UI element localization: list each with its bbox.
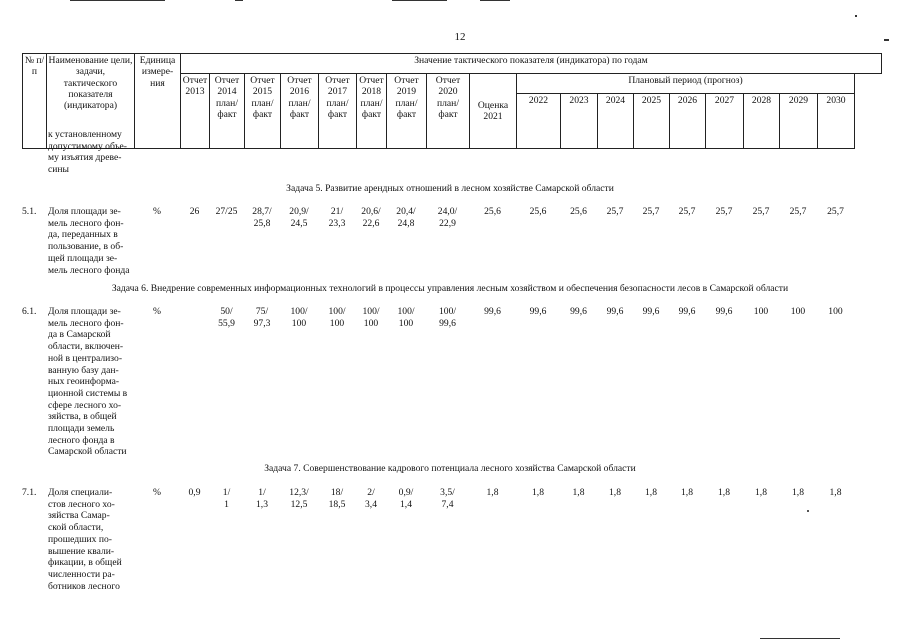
plan-value: 18/ bbox=[330, 487, 344, 498]
plan-year-value: 99,6 bbox=[642, 306, 660, 317]
fact-value: 100 bbox=[363, 317, 379, 329]
report-value-cell bbox=[209, 487, 244, 510]
header-plan-group: Плановый период (прогноз) bbox=[517, 74, 855, 94]
indicator-name bbox=[48, 487, 133, 592]
scan-mark-top-2 bbox=[235, 0, 243, 1]
indicator-name-line: численности ра- bbox=[48, 568, 115, 580]
fact-value: 3,4 bbox=[365, 498, 377, 510]
table-row bbox=[22, 306, 878, 456]
plan-value: 3,5/ bbox=[440, 487, 455, 498]
report-value-cell bbox=[180, 487, 209, 499]
plan-value: 21/ bbox=[330, 206, 344, 217]
report-value-cell bbox=[386, 487, 426, 510]
report-value-cell bbox=[209, 206, 244, 218]
header-plan-year: 2023 bbox=[561, 94, 598, 149]
report-value-cell bbox=[280, 306, 318, 329]
header-report-2020: Отчет 2020 план/ факт bbox=[427, 74, 470, 149]
fact-value: 7,4 bbox=[441, 498, 454, 510]
report-value-cell bbox=[356, 206, 386, 229]
plan-year-value: 1,8 bbox=[755, 487, 767, 498]
fact-value: 100 bbox=[291, 317, 307, 329]
header-plan-year: 2029 bbox=[780, 94, 818, 149]
indicator-name bbox=[48, 206, 133, 276]
report-value-cell bbox=[426, 306, 469, 329]
report-value-cell bbox=[280, 487, 318, 510]
fact-value: 55,9 bbox=[218, 317, 235, 329]
scan-mark-top-4 bbox=[480, 0, 510, 1]
plan-year-value: 1,8 bbox=[645, 487, 657, 498]
indicator-name-line: Доля площади зе- bbox=[48, 306, 121, 317]
indicator-name-line: фикации, в общей bbox=[48, 557, 122, 569]
estimate-cell: 25,6 bbox=[484, 206, 501, 217]
fact-value: 100 bbox=[329, 317, 345, 329]
header-report-2018: Отчет 2018 план/ факт bbox=[357, 74, 387, 149]
fact-value: 99,6 bbox=[439, 317, 456, 329]
plan-value: 24,0/ bbox=[437, 206, 458, 217]
plan-value: 28,7/ bbox=[252, 206, 272, 217]
indicator-name-line: стов лесного хо- bbox=[48, 498, 115, 510]
plan-year-value: 1,8 bbox=[681, 487, 693, 498]
fact-value: 100 bbox=[398, 317, 414, 329]
unit-cell: % bbox=[153, 306, 161, 317]
scan-mark-bottom bbox=[760, 638, 840, 639]
indicator-name-line: области, включен- bbox=[48, 341, 124, 353]
header-plan-year: 2026 bbox=[670, 94, 706, 149]
report-value-cell bbox=[426, 487, 469, 510]
scan-mark-top-1 bbox=[70, 0, 165, 1]
plan-value: 100/ bbox=[328, 306, 346, 317]
report-value-cell bbox=[180, 206, 209, 218]
fact-value: 24,5 bbox=[290, 217, 308, 229]
header-name: Наименование цели, задачи, тактического показателя (индикатора) bbox=[47, 54, 135, 149]
row-number: 5.1. bbox=[22, 206, 37, 217]
header-plan-year: 2027 bbox=[706, 94, 744, 149]
plan-value: 12,3/ bbox=[289, 487, 309, 498]
report-value-cell bbox=[386, 206, 426, 229]
indicator-name-line: Доля площади зе- bbox=[48, 206, 121, 217]
indicator-name-line: мель лесного фонда bbox=[48, 264, 130, 276]
header-num: № п/п bbox=[23, 54, 47, 149]
plan-value: 20,6/ bbox=[361, 206, 381, 217]
unit-cell: % bbox=[153, 206, 161, 217]
header-report-2017: Отчет 2017 план/ факт bbox=[319, 74, 357, 149]
plan-value: 20,9/ bbox=[289, 206, 309, 217]
fact-value: 97,3 bbox=[253, 317, 271, 329]
plan-year-value: 25,6 bbox=[529, 206, 547, 217]
plan-year-value: 25,7 bbox=[752, 206, 770, 217]
fact-value: 18,5 bbox=[328, 498, 346, 510]
fact-value: 23,3 bbox=[328, 217, 346, 229]
plan-year-value: 1,8 bbox=[792, 487, 804, 498]
plan-year-value: 25,7 bbox=[715, 206, 733, 217]
indicator-name-line: лесного фонда в bbox=[48, 434, 115, 446]
fact-value: 22,9 bbox=[439, 217, 456, 229]
plan-year-value: 1,8 bbox=[532, 487, 544, 498]
report-value-cell bbox=[318, 206, 356, 229]
plan-year-value: 25,7 bbox=[678, 206, 696, 217]
header-report-2014: Отчет 2014 план/ факт bbox=[210, 74, 245, 149]
indicator-name-line: щей площади зе- bbox=[48, 252, 118, 264]
indicator-name-line: зяйства Самар- bbox=[48, 510, 110, 522]
plan-value: 100/ bbox=[290, 306, 308, 317]
plan-year-value: 25,7 bbox=[827, 206, 844, 217]
indicator-name-line: зяйства, в общей bbox=[48, 411, 117, 423]
plan-value: 26 bbox=[189, 206, 200, 217]
plan-year-value: 100 bbox=[790, 306, 806, 317]
plan-year-value: 99,6 bbox=[715, 306, 733, 317]
indicator-name-line: Доля специали- bbox=[48, 487, 113, 498]
plan-value: 100/ bbox=[438, 306, 457, 317]
report-value-cell bbox=[244, 306, 280, 329]
indicator-name-line: ботников лесного bbox=[48, 580, 120, 592]
plan-value: 100/ bbox=[397, 306, 415, 317]
indicator-name-line: ционной системы в bbox=[48, 387, 128, 399]
plan-year-value: 99,6 bbox=[529, 306, 547, 317]
indicator-name bbox=[48, 306, 133, 458]
plan-value: 75/ bbox=[255, 306, 269, 317]
plan-year-value: 100 bbox=[753, 306, 769, 317]
row-number: 7.1. bbox=[22, 487, 37, 498]
header-unit: Единица измере-ния bbox=[135, 54, 181, 149]
plan-value: 100/ bbox=[362, 306, 380, 317]
table-row bbox=[22, 487, 878, 597]
plan-year-value: 1,8 bbox=[609, 487, 621, 498]
plan-year-value: 25,7 bbox=[789, 206, 807, 217]
indicator-name-line: вышение квали- bbox=[48, 545, 115, 557]
report-value-cell bbox=[356, 487, 386, 510]
fact-value: 25,8 bbox=[253, 217, 271, 229]
header-values-group: Значение тактического показателя (индикатора) по годам bbox=[181, 54, 882, 74]
report-value-cell bbox=[386, 306, 426, 329]
report-value-cell bbox=[426, 206, 469, 229]
scan-speck bbox=[807, 510, 809, 512]
plan-year-value: 99,6 bbox=[570, 306, 587, 317]
indicator-name-line: ванную базу дан- bbox=[48, 364, 119, 376]
plan-value: 20,4/ bbox=[396, 206, 416, 217]
fact-value: 1,4 bbox=[400, 498, 412, 510]
report-value-cell bbox=[209, 306, 244, 329]
header-plan-year: 2024 bbox=[598, 94, 634, 149]
indicator-name-line: пользование, в об- bbox=[48, 241, 124, 253]
indicator-name-line: сфере лесного хо- bbox=[48, 399, 122, 411]
indicator-name-line: ной в централизо- bbox=[48, 352, 123, 364]
estimate-cell: 99,6 bbox=[484, 306, 501, 317]
report-value-cell bbox=[356, 306, 386, 329]
plan-year-value: 1,8 bbox=[829, 487, 842, 498]
fact-value: 12,5 bbox=[290, 498, 308, 510]
plan-year-value: 100 bbox=[828, 306, 843, 317]
continuation-text: к установленному допустимому объе- му изъятия древе- сины bbox=[48, 129, 127, 176]
header-plan-year: 2022 bbox=[517, 94, 561, 149]
indicator-name-line: ных геоинформа- bbox=[48, 376, 120, 388]
estimate-cell: 1,8 bbox=[486, 487, 499, 498]
header-report-2013: Отчет 2013 bbox=[181, 74, 210, 149]
header-plan-year: 2028 bbox=[744, 94, 780, 149]
plan-year-value: 25,6 bbox=[570, 206, 587, 217]
indicator-name-line: Самарской области bbox=[48, 446, 127, 458]
fact-value: 24,8 bbox=[397, 217, 415, 229]
indicator-name-line: мель лесного фон- bbox=[48, 217, 124, 229]
page-number: 12 bbox=[454, 31, 466, 43]
task-heading: Задача 5. Развитие арендных отношений в лесном хозяйстве Самарской области bbox=[286, 183, 614, 194]
task-heading: Задача 7. Совершенствование кадрового потенциала лесного хозяйства Самарской области bbox=[264, 463, 636, 474]
fact-value: 1 bbox=[224, 498, 229, 510]
report-value-cell bbox=[318, 487, 356, 510]
plan-year-value: 25,7 bbox=[606, 206, 624, 217]
plan-year-value: 99,6 bbox=[678, 306, 696, 317]
scan-mark-top-3 bbox=[392, 0, 447, 1]
header-report-2016: Отчет 2016 план/ факт bbox=[281, 74, 319, 149]
header-estimate-2021: Оценка 2021 bbox=[470, 74, 517, 149]
scan-mark-right-1 bbox=[855, 15, 857, 17]
header-report-2019: Отчет 2019 план/ факт bbox=[387, 74, 427, 149]
plan-year-value: 99,6 bbox=[606, 306, 624, 317]
plan-value: 0,9 bbox=[188, 487, 201, 498]
unit-cell: % bbox=[153, 487, 161, 498]
header-plan-year: 2030 bbox=[818, 94, 855, 149]
indicator-name-line: прошедших по- bbox=[48, 533, 112, 545]
row-number: 6.1. bbox=[22, 306, 37, 317]
indicator-name-line: да, переданных в bbox=[48, 229, 118, 241]
fact-value: 1,3 bbox=[256, 498, 268, 510]
plan-value: 27/25 bbox=[215, 206, 238, 217]
plan-value: 1/ bbox=[222, 487, 231, 498]
indicator-name-line: ской области, bbox=[48, 522, 104, 534]
indicators-table-header bbox=[22, 53, 882, 149]
plan-year-value: 25,7 bbox=[642, 206, 660, 217]
header-report-2015: Отчет 2015 план/ факт bbox=[245, 74, 281, 149]
indicator-name-line: да в Самарской bbox=[48, 329, 111, 341]
fact-value: 22,6 bbox=[362, 217, 380, 229]
indicator-name-line: площади земель bbox=[48, 423, 115, 435]
indicator-name-line: мель лесного фон- bbox=[48, 317, 124, 329]
task-heading: Задача 6. Внедрение современных информационных технологий в процессы управления лесным хозяйством и обеспечения безопасности лесов в Самарской области bbox=[111, 283, 789, 294]
table-row bbox=[22, 206, 878, 276]
report-value-cell bbox=[244, 487, 280, 510]
header-plan-year: 2025 bbox=[634, 94, 670, 149]
report-value-cell bbox=[244, 206, 280, 229]
plan-value: 1/ bbox=[258, 487, 266, 498]
report-value-cell bbox=[280, 206, 318, 229]
plan-value: 0,9/ bbox=[398, 487, 414, 498]
plan-value: 2/ bbox=[367, 487, 375, 498]
plan-value: 50/ bbox=[220, 306, 233, 317]
report-value-cell bbox=[318, 306, 356, 329]
plan-year-value: 1,8 bbox=[572, 487, 585, 498]
plan-year-value: 1,8 bbox=[718, 487, 730, 498]
